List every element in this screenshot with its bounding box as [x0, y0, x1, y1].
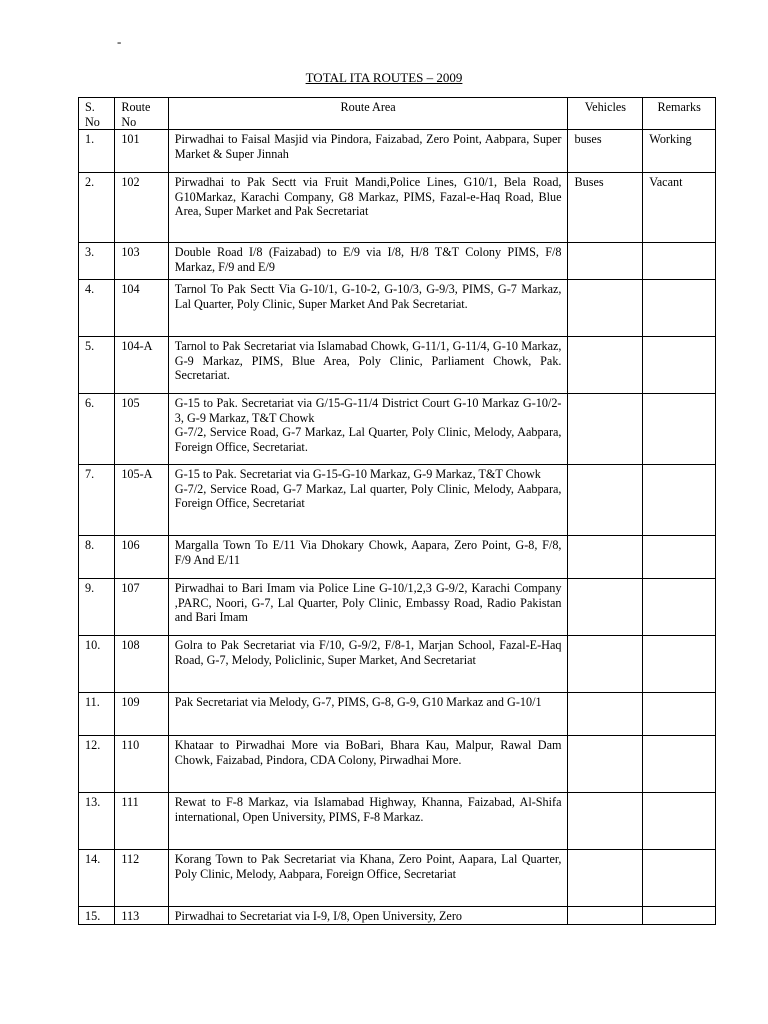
row-route-area: Pak Secretariat via Melody, G-7, PIMS, G-8, G-9, G10 Markaz and G-10/1 — [168, 693, 568, 736]
row-route-area: Pirwadhai to Secretariat via I-9, I/8, Open University, Zero — [168, 907, 568, 925]
row-route-no: 102 — [115, 173, 168, 243]
row-remarks — [643, 280, 716, 337]
row-sno: 7. — [79, 465, 115, 536]
table-header-row — [79, 98, 716, 130]
table-row — [79, 636, 716, 693]
table-row — [79, 850, 716, 907]
header-sno: S. No — [79, 98, 115, 130]
row-vehicles — [568, 850, 643, 907]
row-route-no: 108 — [115, 636, 168, 693]
row-route-no: 105-A — [115, 465, 168, 536]
table-row — [79, 394, 716, 465]
row-remarks — [643, 394, 716, 465]
row-route-area: Golra to Pak Secretariat via F/10, G-9/2, F/8-1, Marjan School, Fazal-E-Haq Road, G-7, Melody, Policlinic, Super Market, And Secretariat — [168, 636, 568, 693]
row-vehicles — [568, 693, 643, 736]
row-sno: 10. — [79, 636, 115, 693]
row-sno: 9. — [79, 579, 115, 636]
header-remarks: Remarks — [643, 98, 716, 130]
table-row — [79, 693, 716, 736]
table-row — [79, 793, 716, 850]
row-remarks — [643, 907, 716, 925]
row-route-area: Tarnol To Pak Sectt Via G-10/1, G-10-2, G-10/3, G-9/3, PIMS, G-7 Markaz, Lal Quarter, Poly Clinic, Super Market And Pak Secretariat. — [168, 280, 568, 337]
table-row — [79, 130, 716, 173]
row-remarks — [643, 636, 716, 693]
row-route-no: 110 — [115, 736, 168, 793]
row-route-no: 105 — [115, 394, 168, 465]
row-route-no: 111 — [115, 793, 168, 850]
row-remarks — [643, 243, 716, 280]
row-route-area: Margalla Town To E/11 Via Dhokary Chowk, Aapara, Zero Point, G-8, F/8, F/9 And E/11 — [168, 536, 568, 579]
table-row — [79, 465, 716, 536]
row-sno: 12. — [79, 736, 115, 793]
table-row — [79, 536, 716, 579]
row-route-no: 104-A — [115, 337, 168, 394]
header-route-no: Route No — [115, 98, 168, 130]
row-sno: 2. — [79, 173, 115, 243]
row-route-area: G-15 to Pak. Secretariat via G/15-G-11/4 District Court G-10 Markaz G-10/2-3, G-9 Markaz, T&T Chowk G-7/2, Service Road, G-7 Markaz, Lal Quarter, Poly Clinic, Melody, Aabpara, Foreign Office, Secretariat. — [168, 394, 568, 465]
row-sno: 13. — [79, 793, 115, 850]
row-vehicles — [568, 465, 643, 536]
row-remarks — [643, 850, 716, 907]
row-route-no: 104 — [115, 280, 168, 337]
row-remarks — [643, 793, 716, 850]
row-vehicles — [568, 243, 643, 280]
row-route-area: Rewat to F-8 Markaz, via Islamabad Highway, Khanna, Faizabad, Al-Shifa international, Open University, PIMS, F-8 Markaz. — [168, 793, 568, 850]
row-route-area: Korang Town to Pak Secretariat via Khana, Zero Point, Aapara, Lal Quarter, Poly Clinic, Melody, Aabpara, Foreign Office, Secretariat — [168, 850, 568, 907]
row-sno: 6. — [79, 394, 115, 465]
table-row — [79, 337, 716, 394]
table-row — [79, 907, 716, 925]
row-remarks — [643, 337, 716, 394]
table-row — [79, 243, 716, 280]
row-vehicles — [568, 536, 643, 579]
row-vehicles — [568, 907, 643, 925]
row-route-no: 113 — [115, 907, 168, 925]
row-remarks — [643, 465, 716, 536]
row-sno: 14. — [79, 850, 115, 907]
routes-table-body — [79, 130, 716, 925]
row-vehicles — [568, 736, 643, 793]
row-sno: 1. — [79, 130, 115, 173]
row-vehicles — [568, 280, 643, 337]
row-route-area: Pirwadhai to Bari Imam via Police Line G-10/1,2,3 G-9/2, Karachi Company ,PARC, Noori, G-7, Lal Quarter, Poly Clinic, Embassy Road, Radio Pakistan and Bari Imam — [168, 579, 568, 636]
row-route-area: G-15 to Pak. Secretariat via G-15-G-10 Markaz, G-9 Markaz, T&T Chowk G-7/2, Service Road, G-7 Markaz, Lal quarter, Poly Clinic, Melody, Aabpara, Foreign Office, Secretariat — [168, 465, 568, 536]
row-route-area: Khataar to Pirwadhai More via BoBari, Bhara Kau, Malpur, Rawal Dam Chowk, Faizabad, Pindora, CDA Colony, Pirwadhai More. — [168, 736, 568, 793]
row-route-area: Pirwadhai to Pak Sectt via Fruit Mandi,Police Lines, G10/1, Bela Road, G10Markaz, Karachi Company, G8 Markaz, PIMS, Fazal-e-Haq Road, Blue Area, Super Market and Pak Secretariat — [168, 173, 568, 243]
row-vehicles — [568, 636, 643, 693]
row-route-no: 109 — [115, 693, 168, 736]
row-sno: 8. — [79, 536, 115, 579]
row-route-area: Pirwadhai to Faisal Masjid via Pindora, Faizabad, Zero Point, Aabpara, Super Market & Super Jinnah — [168, 130, 568, 173]
row-remarks — [643, 736, 716, 793]
row-vehicles: Buses — [568, 173, 643, 243]
row-route-no: 106 — [115, 536, 168, 579]
row-vehicles — [568, 337, 643, 394]
table-row — [79, 579, 716, 636]
row-remarks: Working — [643, 130, 716, 173]
row-sno: 3. — [79, 243, 115, 280]
page-mark: - — [117, 34, 122, 49]
row-vehicles: buses — [568, 130, 643, 173]
row-route-area: Tarnol to Pak Secretariat via Islamabad Chowk, G-11/1, G-11/4, G-10 Markaz, G-9 Markaz, PIMS, Blue Area, Poly Clinic, Parliament Chowk, Pak. Secretariat. — [168, 337, 568, 394]
header-route-area: Route Area — [168, 98, 568, 130]
document-title: TOTAL ITA ROUTES – 2009 — [305, 70, 463, 85]
row-remarks — [643, 536, 716, 579]
row-sno: 11. — [79, 693, 115, 736]
row-route-no: 101 — [115, 130, 168, 173]
header-vehicles: Vehicles — [568, 98, 643, 130]
table-row — [79, 280, 716, 337]
row-route-no: 107 — [115, 579, 168, 636]
row-route-no: 112 — [115, 850, 168, 907]
row-route-area: Double Road I/8 (Faizabad) to E/9 via I/8, H/8 T&T Colony PIMS, F/8 Markaz, F/9 and E/9 — [168, 243, 568, 280]
row-vehicles — [568, 394, 643, 465]
row-sno: 15. — [79, 907, 115, 925]
table-row — [79, 173, 716, 243]
row-sno: 5. — [79, 337, 115, 394]
row-remarks: Vacant — [643, 173, 716, 243]
routes-table — [78, 97, 716, 925]
table-row — [79, 736, 716, 793]
row-vehicles — [568, 793, 643, 850]
row-route-no: 103 — [115, 243, 168, 280]
row-vehicles — [568, 579, 643, 636]
row-sno: 4. — [79, 280, 115, 337]
row-remarks — [643, 693, 716, 736]
row-remarks — [643, 579, 716, 636]
